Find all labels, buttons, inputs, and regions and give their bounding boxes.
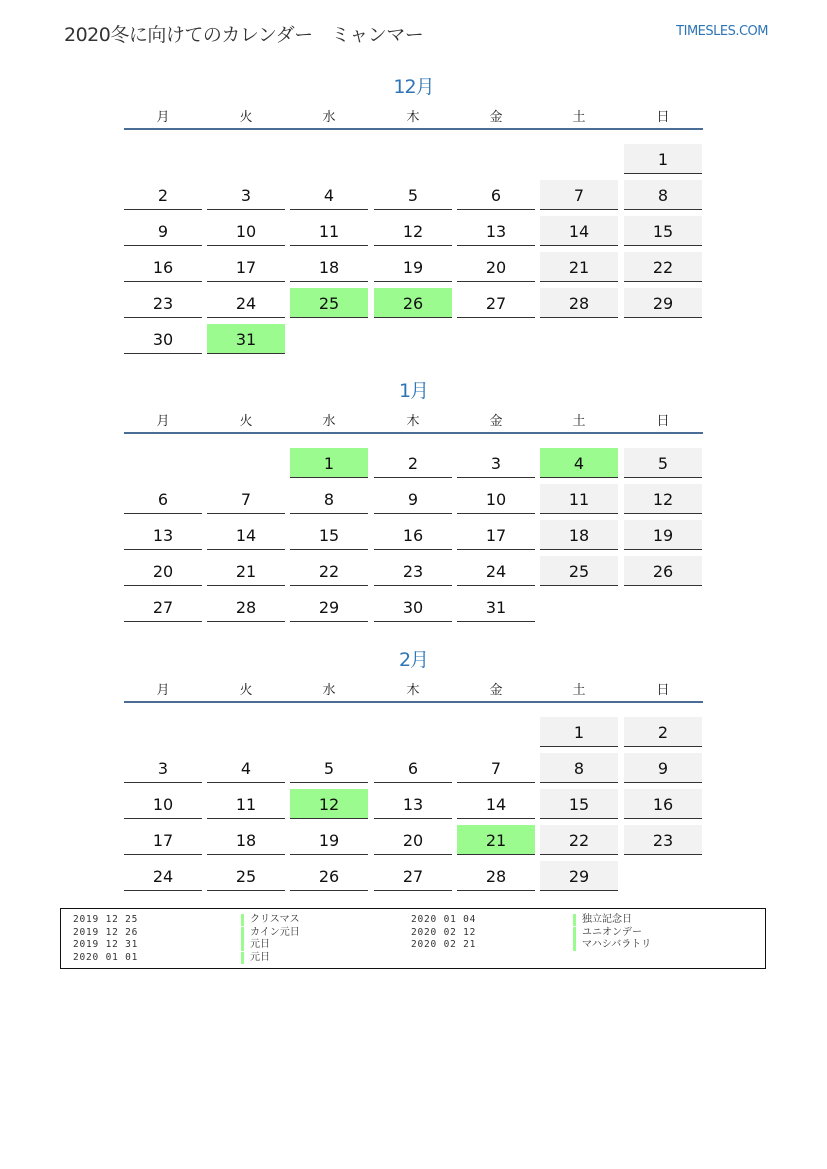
day-cell: 11 <box>540 484 618 514</box>
day-cell: 5 <box>624 448 702 478</box>
day-cell: 28 <box>540 288 618 318</box>
legend-holiday-name: カイン元日 <box>241 927 300 939</box>
day-cell: 10 <box>207 216 285 246</box>
day-cell: 17 <box>457 520 535 550</box>
day-cell: 25 <box>540 556 618 586</box>
day-cell: 23 <box>624 825 702 855</box>
day-cell: 11 <box>290 216 368 246</box>
header-divider <box>124 128 703 130</box>
day-cell: 29 <box>540 861 618 891</box>
legend-holiday-name: 元日 <box>241 952 270 964</box>
month-title: 12月 <box>393 76 434 98</box>
day-cell: 23 <box>374 556 452 586</box>
month-block <box>124 645 703 905</box>
day-cell: 24 <box>207 288 285 318</box>
holiday-day-cell: 21 <box>457 825 535 855</box>
weekday-label: 水 <box>322 110 336 125</box>
day-cell: 19 <box>374 252 452 282</box>
day-cell: 4 <box>290 180 368 210</box>
weekday-label: 日 <box>656 683 670 698</box>
month-title: 1月 <box>398 380 429 402</box>
day-cell: 17 <box>207 252 285 282</box>
day-cell: 17 <box>124 825 202 855</box>
weekday-label: 土 <box>572 414 586 429</box>
holiday-day-cell: 31 <box>207 324 285 354</box>
holiday-day-cell: 26 <box>374 288 452 318</box>
day-cell: 9 <box>124 216 202 246</box>
day-cell: 16 <box>374 520 452 550</box>
day-cell: 28 <box>207 592 285 622</box>
day-cell: 4 <box>207 753 285 783</box>
page-title: 2020冬に向けてのカレンダー ミャンマー <box>64 24 424 46</box>
day-cell: 27 <box>124 592 202 622</box>
weekday-label: 月 <box>156 110 170 125</box>
legend-holiday-name: ユニオンデー <box>573 927 642 939</box>
day-cell: 15 <box>290 520 368 550</box>
weekday-label: 月 <box>156 414 170 429</box>
day-cell: 16 <box>124 252 202 282</box>
day-cell: 3 <box>457 448 535 478</box>
day-cell: 22 <box>290 556 368 586</box>
weekday-label: 水 <box>322 683 336 698</box>
day-cell: 12 <box>624 484 702 514</box>
day-cell: 8 <box>624 180 702 210</box>
day-cell: 13 <box>457 216 535 246</box>
day-cell: 3 <box>124 753 202 783</box>
weekday-label: 金 <box>489 683 503 698</box>
day-cell: 3 <box>207 180 285 210</box>
day-cell: 2 <box>374 448 452 478</box>
day-cell: 7 <box>207 484 285 514</box>
day-cell: 13 <box>374 789 452 819</box>
day-cell: 2 <box>124 180 202 210</box>
header-divider <box>124 701 703 703</box>
day-cell: 26 <box>624 556 702 586</box>
weekday-label: 日 <box>656 110 670 125</box>
brand-link[interactable]: TIMESLES.COM <box>676 24 768 39</box>
legend-holiday-name: 独立記念日 <box>573 914 632 926</box>
day-cell: 31 <box>457 592 535 622</box>
weekday-label: 水 <box>322 414 336 429</box>
weekday-label: 金 <box>489 414 503 429</box>
weekday-label: 火 <box>239 683 253 698</box>
day-cell: 27 <box>457 288 535 318</box>
day-cell: 6 <box>124 484 202 514</box>
month-block <box>124 72 703 368</box>
legend-date: 2020 02 21 <box>411 939 477 950</box>
day-cell: 11 <box>207 789 285 819</box>
day-cell: 9 <box>624 753 702 783</box>
legend-date: 2020 01 04 <box>411 914 477 925</box>
day-cell: 21 <box>207 556 285 586</box>
day-cell: 14 <box>540 216 618 246</box>
legend-holiday-name: マハシバラトリ <box>573 939 651 951</box>
weekday-label: 火 <box>239 414 253 429</box>
legend-holiday-name: 元日 <box>241 939 270 951</box>
legend-date: 2020 02 12 <box>411 926 477 938</box>
day-cell: 2 <box>624 717 702 747</box>
day-cell: 22 <box>624 252 702 282</box>
day-cell: 7 <box>457 753 535 783</box>
day-cell: 22 <box>540 825 618 855</box>
day-cell: 23 <box>124 288 202 318</box>
day-cell: 9 <box>374 484 452 514</box>
month-title: 2月 <box>398 649 429 671</box>
day-cell: 10 <box>457 484 535 514</box>
day-cell: 24 <box>124 861 202 891</box>
day-cell: 13 <box>124 520 202 550</box>
holiday-day-cell: 12 <box>290 789 368 819</box>
day-cell: 6 <box>374 753 452 783</box>
legend-holiday-name: クリスマス <box>241 914 300 926</box>
weekday-label: 木 <box>406 414 420 429</box>
day-cell: 6 <box>457 180 535 210</box>
holiday-day-cell: 1 <box>290 448 368 478</box>
day-cell: 27 <box>374 861 452 891</box>
day-cell: 15 <box>540 789 618 819</box>
weekday-label: 土 <box>572 110 586 125</box>
day-cell: 18 <box>290 252 368 282</box>
weekday-label: 月 <box>156 683 170 698</box>
day-cell: 28 <box>457 861 535 891</box>
day-cell: 12 <box>374 216 452 246</box>
day-cell: 24 <box>457 556 535 586</box>
weekday-label: 木 <box>406 683 420 698</box>
day-cell: 20 <box>124 556 202 586</box>
day-cell: 29 <box>290 592 368 622</box>
legend-date: 2019 12 25 <box>73 914 139 925</box>
holiday-day-cell: 25 <box>290 288 368 318</box>
day-cell: 18 <box>207 825 285 855</box>
day-cell: 26 <box>290 861 368 891</box>
legend-date: 2019 12 26 <box>73 926 139 938</box>
day-cell: 7 <box>540 180 618 210</box>
day-cell: 18 <box>540 520 618 550</box>
day-cell: 8 <box>290 484 368 514</box>
day-cell: 19 <box>624 520 702 550</box>
day-cell: 14 <box>207 520 285 550</box>
holiday-day-cell: 4 <box>540 448 618 478</box>
day-cell: 14 <box>457 789 535 819</box>
day-cell: 19 <box>290 825 368 855</box>
day-cell: 29 <box>624 288 702 318</box>
weekday-label: 金 <box>489 110 503 125</box>
weekday-label: 日 <box>656 414 670 429</box>
legend-date: 2019 12 31 <box>73 939 139 950</box>
holiday-legend <box>60 908 766 969</box>
weekday-label: 土 <box>572 683 586 698</box>
day-cell: 10 <box>124 789 202 819</box>
day-cell: 21 <box>540 252 618 282</box>
day-cell: 1 <box>624 144 702 174</box>
weekday-label: 火 <box>239 110 253 125</box>
header-divider <box>124 432 703 434</box>
day-cell: 8 <box>540 753 618 783</box>
day-cell: 1 <box>540 717 618 747</box>
day-cell: 20 <box>374 825 452 855</box>
legend-date: 2020 01 01 <box>73 951 139 963</box>
day-cell: 20 <box>457 252 535 282</box>
day-cell: 5 <box>290 753 368 783</box>
month-block <box>124 376 703 636</box>
day-cell: 5 <box>374 180 452 210</box>
day-cell: 30 <box>374 592 452 622</box>
day-cell: 25 <box>207 861 285 891</box>
day-cell: 30 <box>124 324 202 354</box>
day-cell: 16 <box>624 789 702 819</box>
day-cell: 15 <box>624 216 702 246</box>
weekday-label: 木 <box>406 110 420 125</box>
